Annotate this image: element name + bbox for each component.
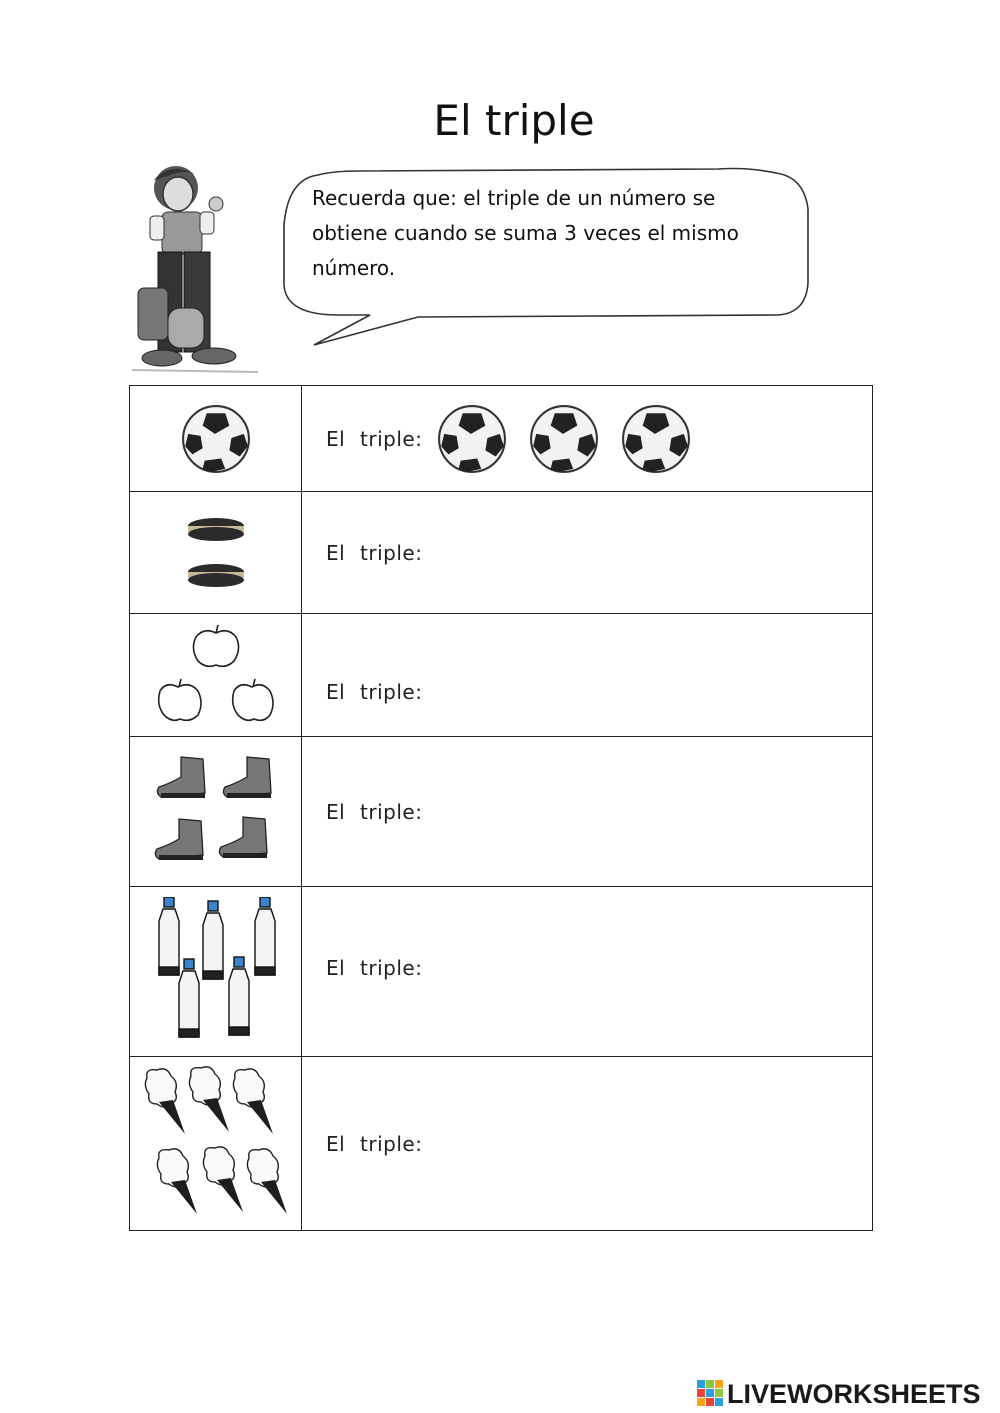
row-picture-cell xyxy=(130,386,302,492)
boot-icon xyxy=(151,753,281,871)
soccer-ball-icon xyxy=(528,403,600,475)
soccer-ball-icon xyxy=(436,403,508,475)
row-picture-cell xyxy=(130,737,302,887)
page-title: El triple xyxy=(433,96,595,145)
liveworksheets-logo-icon xyxy=(697,1380,723,1408)
ice-cream-icon xyxy=(141,1064,291,1224)
row-picture-cell xyxy=(130,614,302,737)
row-answer-cell[interactable] xyxy=(302,737,873,887)
cookie-icon xyxy=(181,508,251,598)
liveworksheets-logo xyxy=(697,1378,981,1410)
apple-icon xyxy=(156,621,276,729)
table-row xyxy=(130,737,873,887)
table-row xyxy=(130,492,873,614)
row-answer-cell[interactable] xyxy=(302,887,873,1057)
row-answer-cell[interactable] xyxy=(302,614,873,737)
row-answer-cell[interactable] xyxy=(302,1057,873,1231)
table-row xyxy=(130,614,873,737)
soccer-ball-icon xyxy=(180,403,252,475)
liveworksheets-brand: LIVEWORKSHEETS xyxy=(727,1378,981,1409)
triple-label: El triple: xyxy=(326,1131,423,1156)
triple-label: El triple: xyxy=(326,956,423,981)
triple-label: El triple: xyxy=(326,426,423,451)
tip-text: Recuerda que: el triple de un número se obtiene cuando se suma 3 veces el mismo número. xyxy=(312,186,739,280)
boy-illustration xyxy=(128,158,268,376)
triple-label: El triple: xyxy=(326,680,423,705)
row-answer-cell[interactable] xyxy=(302,492,873,614)
table-row xyxy=(130,1057,873,1231)
triple-label: El triple: xyxy=(326,799,423,824)
row-answer-cell[interactable] xyxy=(302,386,873,492)
table-row xyxy=(130,887,873,1057)
row-picture-cell xyxy=(130,887,302,1057)
table-row xyxy=(130,386,873,492)
row-picture-cell xyxy=(130,1057,302,1231)
triple-worksheet-table xyxy=(129,385,873,1231)
answer-balls xyxy=(436,403,692,475)
bottle-icon xyxy=(151,897,281,1047)
row-picture-cell xyxy=(130,492,302,614)
triple-label: El triple: xyxy=(326,540,423,565)
soccer-ball-icon xyxy=(620,403,692,475)
